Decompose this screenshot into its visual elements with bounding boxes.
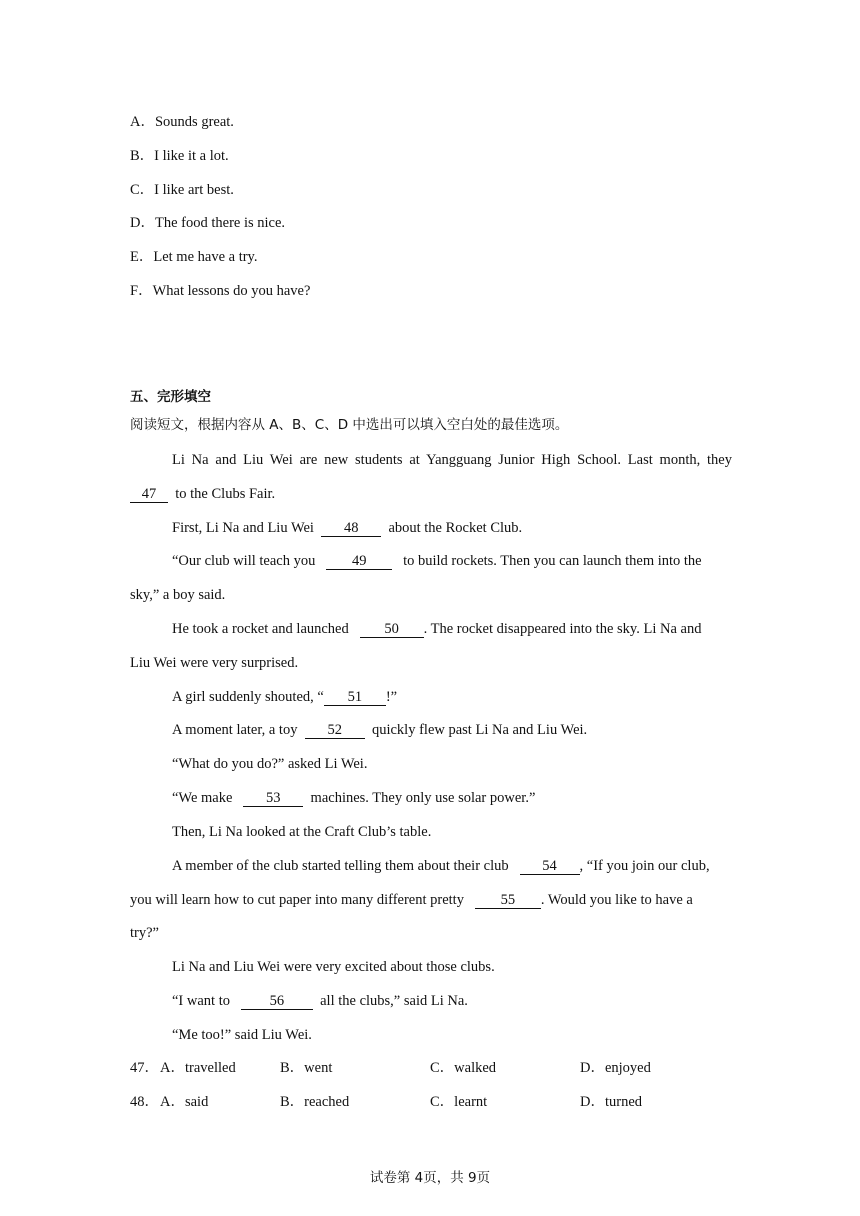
- choice-d[interactable]: D．turned: [580, 1094, 643, 1110]
- blank-50[interactable]: 50: [360, 621, 424, 638]
- passage-line-4: “Our club will teach you 49 to build rockets. Then you can launch them into the: [172, 553, 702, 569]
- option-c: C．I like art best.: [130, 182, 234, 198]
- option-e: E．Let me have a try.: [130, 249, 258, 265]
- choice-a[interactable]: A．travelled: [160, 1060, 236, 1076]
- choice-b[interactable]: B．went: [280, 1060, 333, 1076]
- blank-52[interactable]: 52: [305, 722, 365, 739]
- passage-line-12: Then, Li Na looked at the Craft Club’s table.: [172, 824, 432, 840]
- blank-48[interactable]: 48: [321, 520, 381, 537]
- blank-51[interactable]: 51: [324, 689, 386, 706]
- passage-line-6: He took a rocket and launched 50 . The rocket disappeared into the sky. Li Na and: [172, 621, 702, 637]
- passage-line-5: sky,” a boy said.: [130, 587, 226, 603]
- section-title: 五、完形填空: [130, 389, 211, 405]
- passage-line-11: “We make 53 machines. They only use solar power.”: [172, 790, 536, 806]
- option-a: A．Sounds great.: [130, 114, 234, 130]
- passage-line-7: Liu Wei were very surprised.: [130, 655, 299, 671]
- passage-line-13: A member of the club started telling them about their club 54 , “If you join our club,: [172, 858, 710, 874]
- passage-line-2: 47 to the Clubs Fair.: [130, 484, 275, 504]
- passage-line-1: Li Na and Liu Wei are new students at Yangguang Junior High School. Last month, they: [172, 452, 732, 468]
- page-footer: 试卷第 4页，共 9页: [369, 1170, 491, 1186]
- option-b: B．I like it a lot.: [130, 148, 229, 164]
- choice-d[interactable]: D．enjoyed: [580, 1060, 651, 1076]
- option-f: F．What lessons do you have?: [130, 283, 311, 299]
- choice-c[interactable]: C．walked: [430, 1060, 497, 1076]
- question-number: 48．: [130, 1094, 159, 1110]
- question-number: 47．: [130, 1060, 159, 1076]
- passage-line-17: “I want to 56 all the clubs,” said Li Na.: [172, 993, 468, 1009]
- choice-b[interactable]: B．reached: [280, 1094, 350, 1110]
- blank-55[interactable]: 55: [475, 892, 541, 909]
- choice-c[interactable]: C．learnt: [430, 1094, 488, 1110]
- blank-56[interactable]: 56: [241, 993, 313, 1010]
- blank-54[interactable]: 54: [520, 858, 580, 875]
- passage-line-9: A moment later, a toy 52 quickly flew past Li Na and Liu Wei.: [172, 722, 588, 738]
- passage-line-16: Li Na and Liu Wei were very excited about those clubs.: [172, 959, 495, 975]
- passage-line-8: A girl suddenly shouted, “ 51 !”: [172, 689, 398, 705]
- blank-47[interactable]: 47: [130, 486, 168, 503]
- option-d: D．The food there is nice.: [130, 215, 286, 231]
- passage-line-18: “Me too!” said Liu Wei.: [172, 1027, 312, 1043]
- blank-49[interactable]: 49: [326, 553, 392, 570]
- section-instruction: 阅读短文，根据内容从 A、B、C、D 中选出可以填入空白处的最佳选项。: [130, 417, 569, 433]
- blank-53[interactable]: 53: [243, 790, 303, 807]
- passage-line-3: First, Li Na and Liu Wei 48 about the Rocket Club.: [172, 520, 523, 536]
- choice-a[interactable]: A．said: [160, 1094, 209, 1110]
- passage-line-14: you will learn how to cut paper into many different pretty 55 . Would you like to have a: [130, 892, 693, 908]
- passage-line-10: “What do you do?” asked Li Wei.: [172, 756, 368, 772]
- passage-line-15: try?”: [130, 925, 159, 941]
